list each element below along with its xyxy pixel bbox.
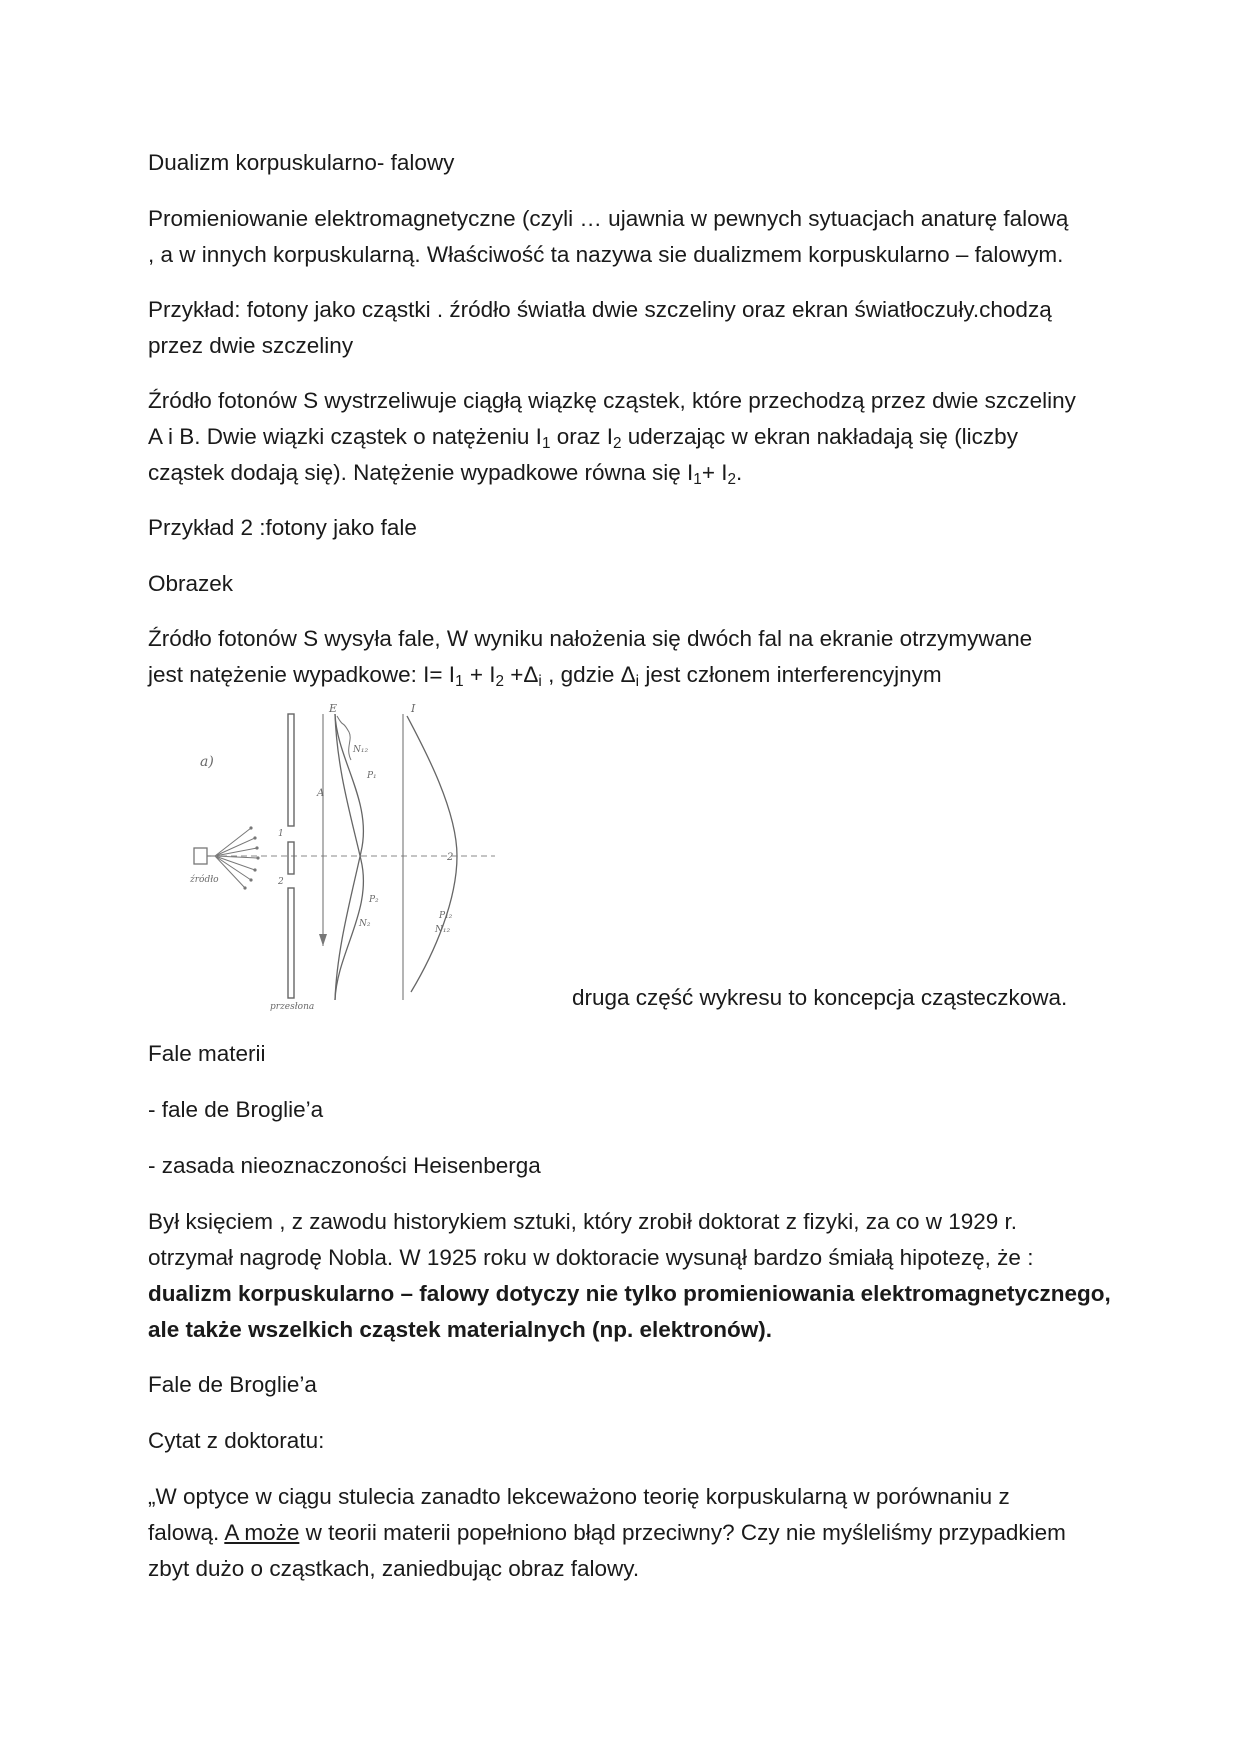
bullet-de-broglie: - fale de Broglie’a — [148, 1097, 324, 1122]
paragraph-4-line-1: Źródło fotonów S wysyła fale, W wyniku nałożenia się dwóch fal na ekranie otrzymywane — [148, 626, 1033, 651]
paragraph-5-line-2: otrzymał nagrodę Nobla. W 1925 roku w doktoracie wysunął bardzo śmiałą hipotezę, że : — [148, 1245, 1034, 1270]
figure-label-e: E — [329, 702, 338, 715]
quote-line-3: zbyt dużo o cząstkach, zaniedbując obraz falowy. — [148, 1556, 640, 1581]
paragraph-4-line-2: jest natężenie wypadkowe: $I= I_1 + I_2 +\Delta_i$ , gdzie $\Delta_i$ jest członem interferencyjnym — [148, 662, 942, 690]
figure-label-p12: P₁₂ — [439, 911, 453, 921]
paragraph-1-line-2: , a w innych korpuskularną. Właściwość ta nazywa sie dualizmem korpuskularno – falowym. — [148, 242, 1064, 267]
figure-label-i: I — [411, 702, 416, 715]
screen-axis-arrow — [319, 934, 327, 946]
paragraph-3-line-1: Źródło fotonów S wystrzeliwuje ciągłą wiązkę cząstek, które przechodzą przez dwie szczeliny — [148, 388, 1076, 413]
paragraph-3-line-2: A i B. Dwie wiązki cząstek o natężeniu $I_1$ oraz $I_2$ uderzając w ekran nakładają się (liczby — [148, 424, 1018, 452]
paragraph-5-line-4: ale także wszelkich cząstek materialnych (np. elektronów). — [148, 1317, 772, 1342]
figure-label-n12: N₁₂ — [353, 745, 369, 755]
matter-waves-heading: Fale materii — [148, 1041, 266, 1066]
figure-caption: druga część wykresu to koncepcja cząsteczkowa. — [572, 985, 1068, 1010]
paragraph-3-line-3: cząstek dodają się). Natężenie wypadkowe równa się $I_1+ I_2$. — [148, 460, 743, 488]
paragraph-2-line-2: przez dwie szczeliny — [148, 333, 354, 358]
figure-label-center: 2 — [447, 852, 454, 863]
de-broglie-heading: Fale de Broglie’a — [148, 1372, 317, 1397]
figure-label-x: A — [317, 788, 325, 799]
paragraph-5-line-3: dualizm korpuskularno – falowy dotyczy nie tylko promieniowania elektromagnetycznego, — [148, 1281, 1111, 1306]
obrazek-label: Obrazek — [148, 571, 234, 596]
slit-a-label: 1 — [278, 829, 284, 839]
example-2-heading: Przykład 2 :fotony jako fale — [148, 515, 417, 540]
slit-b-label: 2 — [278, 877, 284, 887]
barrier-label: przesłona — [270, 1002, 315, 1012]
bullet-heisenberg: - zasada nieoznaczoności Heisenberga — [148, 1153, 541, 1178]
figure-label-n: N₁₂ — [435, 925, 451, 935]
source-label: źródło — [190, 875, 219, 885]
paragraph-5-line-1: Był księciem , z zawodu historykiem sztuki, który zrobił doktorat z fizyki, za co w 1929 r. — [148, 1209, 1018, 1234]
quote-line-1: „W optyce w ciągu stulecia zanadto lekceważono teorię korpuskularną w porównaniu z — [148, 1484, 1010, 1509]
document-heading: Dualizm korpuskularno- falowy — [148, 150, 455, 175]
figure-label-p1: P₁ — [367, 771, 377, 781]
figure-label-p2: P₂ — [369, 895, 379, 905]
paragraph-1-line-1: Promieniowanie elektromagnetyczne (czyli … ujawnia w pewnych sytuacjach anaturę falową — [148, 206, 1069, 231]
double-slit-diagram — [155, 702, 565, 1012]
photon-source-box — [194, 848, 207, 864]
double-slit-figure — [155, 702, 565, 1012]
paragraph-2-line-1: Przykład: fotony jako cząstki . źródło światła dwie szczeliny oraz ekran światłoczuły.chodzą — [148, 297, 1052, 322]
quote-intro: Cytat z doktoratu: — [148, 1428, 325, 1453]
figure-label-a: a) — [200, 754, 214, 770]
quote-line-2: falową. A może w teorii materii popełniono błąd przeciwny? Czy nie myśleliśmy przypadkiem — [148, 1520, 1066, 1545]
figure-label-n2: N₂ — [359, 919, 371, 929]
